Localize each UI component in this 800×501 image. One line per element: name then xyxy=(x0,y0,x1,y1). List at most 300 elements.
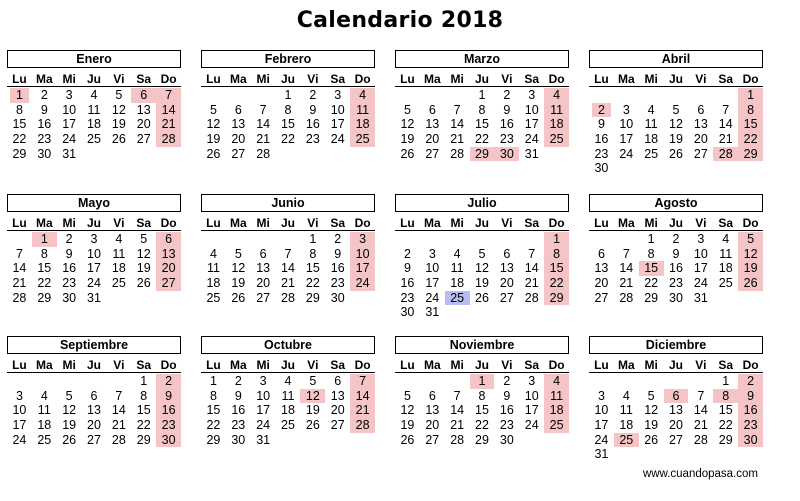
day-cell: 21 xyxy=(450,132,465,147)
day-cell: 10 xyxy=(619,117,634,132)
holiday-day: 20 xyxy=(156,261,181,276)
holiday-day: 1 xyxy=(544,232,569,247)
day-cell: 10 xyxy=(62,102,77,117)
weekday-header xyxy=(589,72,763,87)
weekday-label: Lu xyxy=(400,72,415,86)
day-cell: 25 xyxy=(111,276,126,291)
weekday-label: Ma xyxy=(423,216,441,230)
day-cell: 22 xyxy=(305,276,320,291)
empty-cell xyxy=(395,88,420,103)
weekday-label: Vi xyxy=(307,358,319,372)
weekday-label: Mi xyxy=(256,358,270,372)
empty-cell xyxy=(589,88,614,103)
holiday-day: 26 xyxy=(738,276,763,291)
weekday-label: Ma xyxy=(35,358,53,372)
day-cell: 25 xyxy=(87,132,101,147)
day-grid xyxy=(201,88,375,161)
day-cell: 9 xyxy=(65,246,73,261)
day-cell: 23 xyxy=(62,276,77,291)
day-cell: 3 xyxy=(697,232,705,246)
day-grid xyxy=(7,374,181,447)
day-cell: 18 xyxy=(111,261,126,276)
weekday-label: Sa xyxy=(718,216,734,230)
day-cell: 27 xyxy=(330,418,345,433)
day-cell: 9 xyxy=(597,117,605,132)
weekday-header xyxy=(589,216,763,231)
day-cell: 19 xyxy=(231,276,246,291)
day-cell: 12 xyxy=(136,246,151,261)
empty-cell xyxy=(82,374,107,389)
weekday-label: Ma xyxy=(617,358,635,372)
holiday-day: 1 xyxy=(738,88,763,103)
holiday-day: 4 xyxy=(544,374,569,389)
weekday-label: Sa xyxy=(136,72,152,86)
day-cell: 31 xyxy=(256,432,271,447)
weekday-label: Do xyxy=(742,358,759,372)
day-cell: 19 xyxy=(136,261,151,276)
day-cell: 5 xyxy=(403,102,411,117)
day-cell: 22 xyxy=(136,418,151,433)
month-mayo xyxy=(7,194,181,305)
weekday-label: Vi xyxy=(695,358,707,372)
weekday-label: Mi xyxy=(62,216,76,230)
month-marzo xyxy=(395,50,569,161)
day-cell: 12 xyxy=(400,403,415,418)
day-cell: 5 xyxy=(234,246,242,261)
day-cell: 9 xyxy=(40,102,48,117)
holiday-day: 14 xyxy=(350,389,375,404)
day-cell: 28 xyxy=(111,432,126,447)
holiday-day: 18 xyxy=(544,403,569,418)
day-cell: 24 xyxy=(619,146,634,161)
day-cell: 3 xyxy=(528,374,536,388)
day-cell: 9 xyxy=(334,246,342,261)
holiday-day: 10 xyxy=(350,247,375,262)
day-cell: 27 xyxy=(256,290,271,305)
empty-cell xyxy=(395,374,420,389)
day-cell: 15 xyxy=(12,117,27,132)
day-cell: 10 xyxy=(425,261,440,276)
day-cell: 4 xyxy=(115,232,123,246)
day-cell: 29 xyxy=(206,432,221,447)
holiday-day: 18 xyxy=(350,117,375,132)
day-cell: 11 xyxy=(281,388,295,403)
weekday-label: Ma xyxy=(423,358,441,372)
day-cell: 20 xyxy=(256,276,271,291)
holiday-day: 29 xyxy=(544,291,569,306)
day-cell: 18 xyxy=(87,117,101,132)
day-grid xyxy=(589,232,763,305)
day-cell: 19 xyxy=(669,132,683,147)
empty-cell xyxy=(639,374,664,389)
day-grid xyxy=(589,88,763,176)
empty-cell xyxy=(589,374,614,389)
empty-cell xyxy=(713,88,738,103)
day-cell: 23 xyxy=(37,132,52,147)
day-cell: 16 xyxy=(499,117,514,132)
day-cell: 30 xyxy=(499,432,514,447)
day-cell: 3 xyxy=(528,88,536,102)
day-cell: 4 xyxy=(40,388,48,403)
empty-cell xyxy=(470,232,495,247)
weekday-label: Ju xyxy=(669,72,684,86)
holiday-day: 6 xyxy=(156,232,181,247)
empty-cell xyxy=(251,88,276,103)
day-cell: 23 xyxy=(400,290,415,305)
month-name: Junio xyxy=(201,194,375,212)
holiday-day: 23 xyxy=(156,418,181,433)
day-cell: 30 xyxy=(669,290,683,305)
weekday-label: Vi xyxy=(695,216,707,230)
weekday-label: Do xyxy=(160,358,177,372)
empty-cell xyxy=(32,374,57,389)
day-cell: 27 xyxy=(499,290,514,305)
day-cell: 8 xyxy=(647,246,655,261)
day-cell: 31 xyxy=(425,305,440,320)
day-cell: 13 xyxy=(231,117,246,132)
day-cell: 26 xyxy=(206,146,221,161)
day-cell: 12 xyxy=(475,261,489,276)
holiday-day: 15 xyxy=(738,117,763,132)
month-febrero xyxy=(201,50,375,161)
day-cell: 3 xyxy=(622,102,630,117)
day-cell: 12 xyxy=(669,117,683,132)
weekday-label: Vi xyxy=(113,216,125,230)
day-cell: 28 xyxy=(281,290,295,305)
holiday-day: 11 xyxy=(544,389,569,404)
weekday-header xyxy=(395,358,569,373)
weekday-label: Lu xyxy=(206,358,221,372)
day-cell: 11 xyxy=(87,102,101,117)
day-cell: 16 xyxy=(594,132,609,147)
day-cell: 13 xyxy=(669,403,683,418)
day-cell: 23 xyxy=(499,132,514,147)
day-cell: 22 xyxy=(644,276,659,291)
weekday-label: Do xyxy=(160,216,177,230)
day-cell: 17 xyxy=(619,132,634,147)
day-cell: 1 xyxy=(647,232,655,246)
day-cell: 5 xyxy=(65,388,73,403)
day-cell: 31 xyxy=(693,290,708,305)
day-cell: 27 xyxy=(136,132,151,147)
empty-cell xyxy=(688,374,713,389)
day-cell: 28 xyxy=(450,146,465,161)
day-cell: 17 xyxy=(12,418,27,433)
weekday-label: Ma xyxy=(229,72,247,86)
day-cell: 23 xyxy=(231,418,246,433)
day-cell: 10 xyxy=(524,102,539,117)
empty-cell xyxy=(395,232,420,247)
day-cell: 2 xyxy=(234,374,242,388)
holiday-day: 19 xyxy=(738,261,763,276)
day-cell: 22 xyxy=(475,132,489,147)
day-cell: 8 xyxy=(478,102,486,117)
day-cell: 14 xyxy=(718,117,733,132)
day-cell: 18 xyxy=(644,132,659,147)
day-cell: 24 xyxy=(256,418,271,433)
day-cell: 30 xyxy=(400,305,415,320)
day-cell: 20 xyxy=(87,418,101,433)
weekday-label: Sa xyxy=(136,358,152,372)
day-cell: 8 xyxy=(284,102,292,117)
day-cell: 4 xyxy=(722,232,730,246)
day-cell: 13 xyxy=(693,117,708,132)
footer-url[interactable]: www.cuandopasa.com xyxy=(642,468,758,480)
day-cell: 5 xyxy=(478,246,486,261)
day-cell: 6 xyxy=(597,246,605,261)
day-cell: 4 xyxy=(284,374,292,388)
day-cell: 10 xyxy=(12,403,27,418)
weekday-label: Ma xyxy=(35,216,53,230)
day-cell: 8 xyxy=(40,246,48,261)
day-cell: 17 xyxy=(62,117,77,132)
day-cell: 25 xyxy=(281,418,295,433)
day-cell: 23 xyxy=(330,276,345,291)
empty-cell xyxy=(614,232,639,247)
weekday-header xyxy=(7,216,181,231)
day-cell: 16 xyxy=(37,117,52,132)
weekday-label: Ju xyxy=(281,72,296,86)
weekday-header xyxy=(395,216,569,231)
empty-cell xyxy=(445,232,470,247)
day-cell: 21 xyxy=(450,418,465,433)
day-cell: 2 xyxy=(503,88,511,102)
day-cell: 14 xyxy=(450,403,465,418)
day-grid xyxy=(201,232,375,305)
day-cell: 7 xyxy=(15,246,23,261)
day-cell: 26 xyxy=(231,290,246,305)
holiday-day: 2 xyxy=(738,374,763,389)
weekday-label: Sa xyxy=(330,216,346,230)
day-cell: 17 xyxy=(87,261,101,276)
day-cell: 24 xyxy=(524,418,539,433)
day-cell: 29 xyxy=(37,290,52,305)
day-cell: 24 xyxy=(425,290,440,305)
day-cell: 17 xyxy=(256,403,271,418)
day-cell: 5 xyxy=(647,388,655,403)
month-name: Noviembre xyxy=(395,336,569,354)
day-cell: 7 xyxy=(259,102,267,117)
holiday-day: 6 xyxy=(131,88,156,103)
weekday-label: Sa xyxy=(524,358,540,372)
day-cell: 11 xyxy=(450,261,464,276)
weekday-label: Vi xyxy=(501,358,513,372)
month-name: Mayo xyxy=(7,194,181,212)
month-enero xyxy=(7,50,181,161)
day-grid xyxy=(395,374,569,447)
empty-cell xyxy=(201,88,226,103)
day-cell: 22 xyxy=(281,132,295,147)
weekday-label: Ma xyxy=(617,72,635,86)
day-cell: 24 xyxy=(693,276,708,291)
holiday-day: 1 xyxy=(32,232,57,247)
day-cell: 23 xyxy=(669,276,683,291)
weekday-label: Do xyxy=(160,72,177,86)
day-cell: 29 xyxy=(305,290,320,305)
empty-cell xyxy=(420,232,445,247)
day-cell: 29 xyxy=(718,432,733,447)
empty-cell xyxy=(614,88,639,103)
day-cell: 21 xyxy=(256,132,271,147)
weekday-label: Do xyxy=(354,216,371,230)
weekday-label: Ju xyxy=(281,216,296,230)
weekday-label: Lu xyxy=(594,216,609,230)
day-cell: 24 xyxy=(330,132,345,147)
holiday-day: 30 xyxy=(494,147,519,162)
holiday-day: 22 xyxy=(738,132,763,147)
day-cell: 21 xyxy=(12,276,27,291)
weekday-label: Sa xyxy=(524,216,540,230)
holiday-day: 8 xyxy=(713,389,738,404)
day-cell: 13 xyxy=(594,261,609,276)
day-grid xyxy=(395,88,569,161)
day-cell: 11 xyxy=(112,246,126,261)
weekday-label: Ma xyxy=(229,216,247,230)
holiday-day: 30 xyxy=(156,433,181,448)
day-cell: 3 xyxy=(15,388,23,403)
day-cell: 16 xyxy=(330,261,345,276)
day-cell: 19 xyxy=(475,276,489,291)
holiday-day: 15 xyxy=(639,261,664,276)
day-cell: 20 xyxy=(693,132,708,147)
day-cell: 3 xyxy=(65,88,73,102)
holiday-day: 8 xyxy=(544,247,569,262)
day-grid xyxy=(589,374,763,462)
weekday-label: Vi xyxy=(113,72,125,86)
holiday-day: 28 xyxy=(350,418,375,433)
weekday-label: Vi xyxy=(307,216,319,230)
day-cell: 12 xyxy=(206,117,221,132)
day-cell: 26 xyxy=(136,276,151,291)
month-name: Marzo xyxy=(395,50,569,68)
day-cell: 1 xyxy=(140,374,148,388)
day-cell: 14 xyxy=(693,403,708,418)
weekday-header xyxy=(589,358,763,373)
day-cell: 23 xyxy=(499,418,514,433)
day-cell: 11 xyxy=(619,403,633,418)
empty-cell xyxy=(201,232,226,247)
day-cell: 7 xyxy=(622,246,630,261)
day-cell: 21 xyxy=(693,418,708,433)
month-julio xyxy=(395,194,569,320)
holiday-day: 5 xyxy=(738,232,763,247)
day-cell: 13 xyxy=(330,388,345,403)
weekday-label: Vi xyxy=(113,358,125,372)
month-name: Diciembre xyxy=(589,336,763,354)
holiday-day: 23 xyxy=(738,418,763,433)
day-cell: 9 xyxy=(503,102,511,117)
holiday-day: 22 xyxy=(544,276,569,291)
weekday-label: Mi xyxy=(644,72,658,86)
day-cell: 28 xyxy=(619,290,634,305)
weekday-label: Do xyxy=(548,72,565,86)
day-cell: 11 xyxy=(37,403,51,418)
weekday-label: Ju xyxy=(475,358,490,372)
weekday-label: Sa xyxy=(718,72,734,86)
weekday-label: Vi xyxy=(501,216,513,230)
day-cell: 31 xyxy=(524,146,539,161)
holiday-day: 3 xyxy=(350,232,375,247)
weekday-label: Lu xyxy=(594,358,609,372)
empty-cell xyxy=(519,232,544,247)
day-cell: 13 xyxy=(425,117,440,132)
day-cell: 6 xyxy=(503,246,511,261)
day-cell: 16 xyxy=(400,276,415,291)
month-name: Febrero xyxy=(201,50,375,68)
day-cell: 28 xyxy=(256,146,271,161)
holiday-day: 28 xyxy=(156,132,181,147)
day-cell: 13 xyxy=(425,403,440,418)
holiday-day: 2 xyxy=(592,103,611,118)
day-cell: 1 xyxy=(722,374,730,388)
day-cell: 19 xyxy=(400,418,415,433)
day-cell: 25 xyxy=(644,146,659,161)
day-cell: 15 xyxy=(206,403,221,418)
day-cell: 16 xyxy=(62,261,77,276)
day-cell: 4 xyxy=(622,388,630,403)
weekday-header xyxy=(201,358,375,373)
weekday-label: Sa xyxy=(718,358,734,372)
weekday-label: Sa xyxy=(330,358,346,372)
day-cell: 26 xyxy=(111,132,126,147)
day-cell: 7 xyxy=(453,102,461,117)
month-junio xyxy=(201,194,375,305)
day-cell: 15 xyxy=(475,117,489,132)
day-cell: 26 xyxy=(400,432,415,447)
holiday-day: 14 xyxy=(156,103,181,118)
empty-cell xyxy=(420,374,445,389)
weekday-label: Mi xyxy=(256,216,270,230)
day-cell: 13 xyxy=(87,403,101,418)
empty-cell xyxy=(688,88,713,103)
holiday-day: 6 xyxy=(664,389,689,404)
empty-cell xyxy=(420,88,445,103)
day-cell: 14 xyxy=(12,261,27,276)
empty-cell xyxy=(251,232,276,247)
day-cell: 7 xyxy=(453,388,461,403)
day-cell: 15 xyxy=(37,261,52,276)
day-cell: 23 xyxy=(594,146,609,161)
empty-cell xyxy=(494,232,519,247)
day-cell: 27 xyxy=(425,432,440,447)
empty-cell xyxy=(589,232,614,247)
day-cell: 19 xyxy=(111,117,126,132)
day-cell: 31 xyxy=(87,290,101,305)
day-cell: 25 xyxy=(718,276,733,291)
day-cell: 30 xyxy=(62,290,77,305)
day-cell: 17 xyxy=(594,418,609,433)
day-cell: 2 xyxy=(403,246,411,261)
day-cell: 22 xyxy=(37,276,52,291)
day-cell: 2 xyxy=(40,88,48,102)
day-cell: 12 xyxy=(111,102,126,117)
weekday-label: Ju xyxy=(475,72,490,86)
holiday-day: 11 xyxy=(350,103,375,118)
weekday-label: Vi xyxy=(695,72,707,86)
holiday-day: 25 xyxy=(614,433,639,448)
day-cell: 12 xyxy=(400,117,415,132)
weekday-label: Do xyxy=(354,358,371,372)
holiday-day: 24 xyxy=(350,276,375,291)
holiday-day: 13 xyxy=(156,247,181,262)
day-cell: 26 xyxy=(475,290,489,305)
weekday-label: Ju xyxy=(87,216,102,230)
month-name: Abril xyxy=(589,50,763,68)
empty-cell xyxy=(7,374,32,389)
day-cell: 29 xyxy=(12,146,27,161)
day-cell: 21 xyxy=(111,418,126,433)
holiday-day: 18 xyxy=(544,117,569,132)
